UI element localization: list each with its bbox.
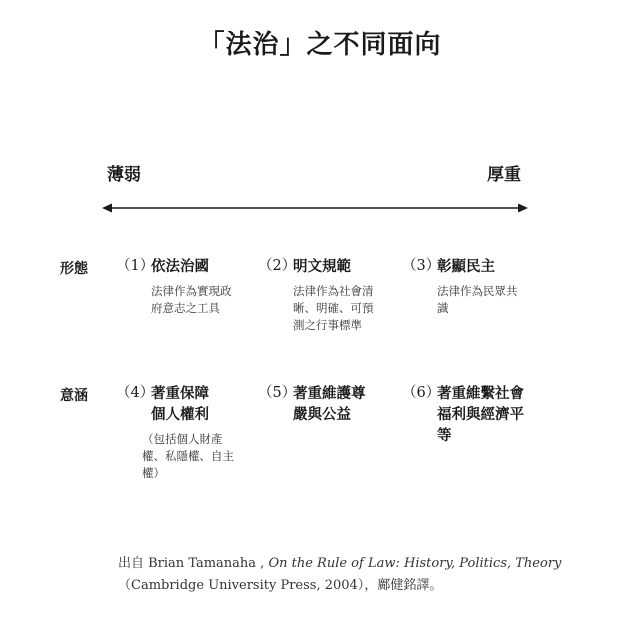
source-citation	[118, 553, 561, 597]
row-label-form: 形態	[60, 261, 88, 277]
arrow-right-head	[518, 204, 528, 213]
cell-number: （5）	[258, 385, 297, 401]
axis-right-label: 厚重	[487, 165, 521, 185]
cell-title: 著重維護尊嚴與公益	[293, 385, 366, 423]
cell-2	[258, 256, 388, 334]
cell-4	[116, 383, 246, 482]
source-prefix: 出自 Brian Tamanaha ,	[118, 556, 269, 571]
arrow-left-head	[102, 204, 112, 213]
cell-number: （1）	[116, 258, 155, 274]
cell-number: （3）	[402, 258, 441, 274]
cell-note: 法律作為民眾共識	[437, 284, 518, 315]
source-book-title: On the Rule of Law: History, Politics, Theory	[268, 556, 562, 571]
cell-title: 著重保障個人權利	[151, 385, 209, 423]
cell-note: （包括個人財產權、私隱權、自主權）	[142, 432, 234, 480]
cell-6	[402, 383, 532, 446]
cell-title: 明文規範	[293, 258, 351, 275]
axis-left-label: 薄弱	[107, 165, 141, 185]
source-publisher: （Cambridge University Press, 2004）	[118, 578, 365, 593]
cell-title: 著重維繫社會福利與經濟平等	[437, 385, 524, 444]
cell-number: （4）	[116, 385, 155, 401]
cell-title: 彰顯民主	[437, 258, 495, 275]
diagram-title: 「法治」之不同面向	[198, 30, 442, 60]
cell-3	[402, 256, 532, 317]
row-label-meaning: 意涵	[60, 388, 88, 404]
double-arrow-axis	[100, 196, 530, 220]
source-translator: ，鄺健銘譯。	[364, 578, 443, 593]
cell-title: 依法治國	[151, 258, 209, 275]
cell-5	[258, 383, 388, 425]
cell-note: 法律作為實現政府意志之工具	[151, 284, 232, 315]
cell-note: 法律作為社會清晰、明確、可預測之行事標準	[293, 284, 374, 332]
cell-1	[116, 256, 246, 317]
cell-number: （2）	[258, 258, 297, 274]
cell-number: （6）	[402, 385, 441, 401]
